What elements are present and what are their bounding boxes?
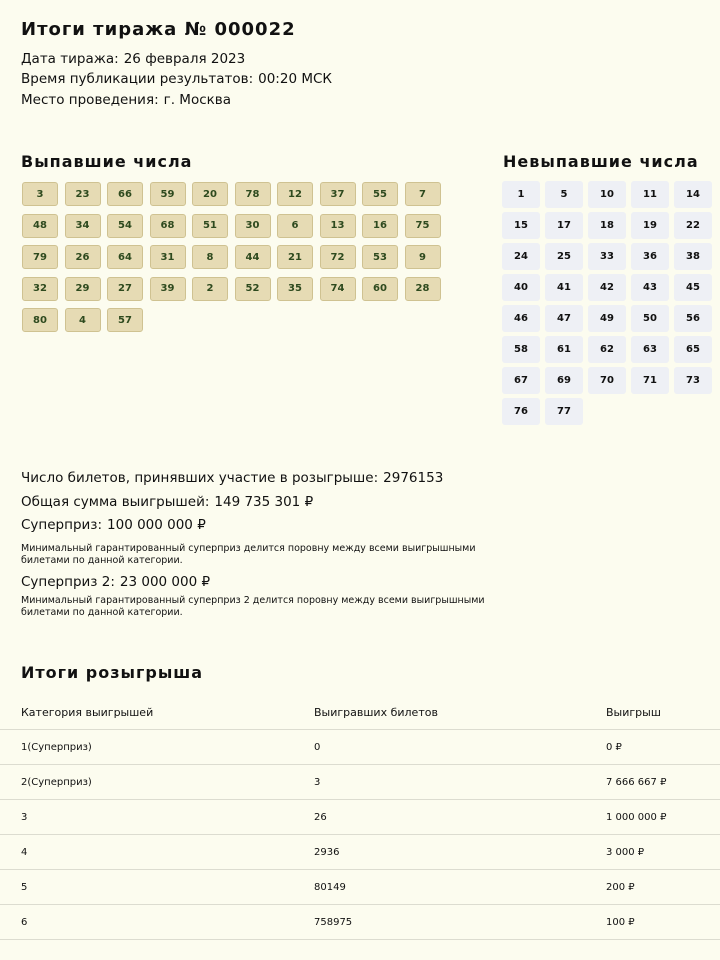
undrawn-number-ball: 25 bbox=[545, 243, 583, 270]
drawn-number-ball: 8 bbox=[192, 245, 228, 269]
table-row bbox=[0, 905, 720, 940]
drawn-number-ball: 13 bbox=[320, 214, 356, 238]
undrawn-number-ball: 38 bbox=[674, 243, 712, 270]
undrawn-number-ball: 33 bbox=[588, 243, 626, 270]
drawn-numbers-heading: Выпавшие числа bbox=[21, 152, 193, 171]
undrawn-number-ball: 71 bbox=[631, 367, 669, 394]
publish-time bbox=[21, 71, 332, 87]
publish-time-value: 00:20 МСК bbox=[258, 71, 332, 87]
drawn-number-ball: 2 bbox=[192, 277, 228, 301]
undrawn-number-ball: 65 bbox=[674, 336, 712, 363]
undrawn-number-ball: 47 bbox=[545, 305, 583, 332]
drawn-number-ball: 57 bbox=[107, 308, 143, 332]
results-header-row bbox=[0, 695, 720, 730]
row-prize: 7 666 667 ₽ bbox=[606, 765, 720, 800]
tickets-count-label: Число билетов, принявших участие в розыгрыше: bbox=[21, 470, 379, 486]
draw-place-label: Место проведения: bbox=[21, 92, 159, 108]
draw-place-value: г. Москва bbox=[163, 92, 232, 108]
undrawn-number-ball: 61 bbox=[545, 336, 583, 363]
drawn-number-ball: 74 bbox=[320, 277, 356, 301]
undrawn-number-ball: 36 bbox=[631, 243, 669, 270]
drawn-number-ball: 72 bbox=[320, 245, 356, 269]
drawn-number-ball: 7 bbox=[405, 182, 441, 206]
row-category: 5 bbox=[0, 870, 314, 905]
undrawn-number-ball: 15 bbox=[502, 212, 540, 239]
drawn-number-ball: 39 bbox=[150, 277, 186, 301]
table-row bbox=[0, 835, 720, 870]
drawn-number-ball: 52 bbox=[235, 277, 271, 301]
undrawn-number-ball: 45 bbox=[674, 274, 712, 301]
drawn-number-ball: 66 bbox=[107, 182, 143, 206]
undrawn-number-ball: 5 bbox=[545, 181, 583, 208]
undrawn-number-ball: 19 bbox=[631, 212, 669, 239]
undrawn-number-ball: 41 bbox=[545, 274, 583, 301]
drawn-number-ball: 28 bbox=[405, 277, 441, 301]
superprize bbox=[21, 517, 206, 533]
col-prize: Выигрыш bbox=[606, 705, 661, 719]
undrawn-number-ball: 56 bbox=[674, 305, 712, 332]
drawn-number-ball: 29 bbox=[65, 277, 101, 301]
undrawn-number-ball: 11 bbox=[631, 181, 669, 208]
drawn-number-ball: 30 bbox=[235, 214, 271, 238]
superprize-2-note: Минимальный гарантированный суперприз 2 делится поровну между всеми выигрышными билетами по данной категории. bbox=[21, 595, 485, 618]
total-winnings-value: 149 735 301 ₽ bbox=[214, 494, 314, 510]
drawn-number-ball: 3 bbox=[22, 182, 58, 206]
undrawn-number-ball: 70 bbox=[588, 367, 626, 394]
row-category: 2(Суперприз) bbox=[0, 765, 314, 800]
col-category: Категория выигрышей bbox=[21, 705, 154, 719]
table-row bbox=[0, 730, 720, 765]
drawn-number-ball: 34 bbox=[65, 214, 101, 238]
drawn-number-ball: 4 bbox=[65, 308, 101, 332]
superprize-2 bbox=[21, 574, 210, 590]
undrawn-number-ball: 22 bbox=[674, 212, 712, 239]
table-row bbox=[0, 800, 720, 835]
undrawn-number-ball: 42 bbox=[588, 274, 626, 301]
draw-place bbox=[21, 92, 231, 108]
drawn-number-ball: 51 bbox=[192, 214, 228, 238]
drawn-number-ball: 60 bbox=[362, 277, 398, 301]
col-winning-tickets: Выигравших билетов bbox=[314, 705, 438, 719]
drawn-number-ball: 26 bbox=[65, 245, 101, 269]
superprize-value: 100 000 000 ₽ bbox=[107, 517, 206, 533]
drawn-number-ball: 75 bbox=[405, 214, 441, 238]
undrawn-number-ball: 73 bbox=[674, 367, 712, 394]
undrawn-number-ball: 69 bbox=[545, 367, 583, 394]
drawn-number-ball: 53 bbox=[362, 245, 398, 269]
drawn-number-ball: 48 bbox=[22, 214, 58, 238]
row-prize: 3 000 ₽ bbox=[606, 835, 720, 870]
undrawn-number-ball: 24 bbox=[502, 243, 540, 270]
table-row bbox=[0, 870, 720, 905]
superprize-2-label: Суперприз 2: bbox=[21, 574, 115, 590]
undrawn-number-ball: 76 bbox=[502, 398, 540, 425]
drawn-number-ball: 55 bbox=[362, 182, 398, 206]
row-category: 6 bbox=[0, 905, 314, 940]
drawn-number-ball: 9 bbox=[405, 245, 441, 269]
undrawn-number-ball: 63 bbox=[631, 336, 669, 363]
undrawn-number-ball: 18 bbox=[588, 212, 626, 239]
drawn-number-ball: 32 bbox=[22, 277, 58, 301]
row-prize: 0 ₽ bbox=[606, 730, 720, 765]
row-winning-tickets: 80149 bbox=[314, 870, 606, 905]
row-winning-tickets: 3 bbox=[314, 765, 606, 800]
undrawn-number-ball: 10 bbox=[588, 181, 626, 208]
total-winnings bbox=[21, 494, 313, 510]
total-winnings-label: Общая сумма выигрышей: bbox=[21, 494, 210, 510]
undrawn-number-ball: 58 bbox=[502, 336, 540, 363]
row-category: 4 bbox=[0, 835, 314, 870]
undrawn-numbers-heading: Невыпавшие числа bbox=[503, 152, 699, 171]
drawn-number-ball: 78 bbox=[235, 182, 271, 206]
undrawn-number-ball: 49 bbox=[588, 305, 626, 332]
row-prize: 200 ₽ bbox=[606, 870, 720, 905]
drawn-number-ball: 44 bbox=[235, 245, 271, 269]
drawn-number-ball: 79 bbox=[22, 245, 58, 269]
tickets-count-value: 2976153 bbox=[383, 470, 444, 486]
drawn-number-ball: 21 bbox=[277, 245, 313, 269]
drawn-number-ball: 27 bbox=[107, 277, 143, 301]
row-winning-tickets: 758975 bbox=[314, 905, 606, 940]
drawn-number-ball: 54 bbox=[107, 214, 143, 238]
superprize-2-value: 23 000 000 ₽ bbox=[119, 574, 211, 590]
publish-time-label: Время публикации результатов: bbox=[21, 71, 254, 87]
table-row bbox=[0, 765, 720, 800]
undrawn-number-ball: 40 bbox=[502, 274, 540, 301]
row-prize: 1 000 000 ₽ bbox=[606, 800, 720, 835]
undrawn-number-ball: 46 bbox=[502, 305, 540, 332]
drawn-number-ball: 80 bbox=[22, 308, 58, 332]
drawn-number-ball: 23 bbox=[65, 182, 101, 206]
row-prize: 100 ₽ bbox=[606, 905, 720, 940]
undrawn-number-ball: 62 bbox=[588, 336, 626, 363]
page-title: Итоги тиража № 000022 bbox=[21, 19, 296, 40]
drawn-number-ball: 35 bbox=[277, 277, 313, 301]
undrawn-number-ball: 50 bbox=[631, 305, 669, 332]
row-winning-tickets: 0 bbox=[314, 730, 606, 765]
drawn-number-ball: 59 bbox=[150, 182, 186, 206]
drawn-number-ball: 64 bbox=[107, 245, 143, 269]
drawn-number-ball: 68 bbox=[150, 214, 186, 238]
undrawn-number-ball: 14 bbox=[674, 181, 712, 208]
drawn-number-ball: 37 bbox=[320, 182, 356, 206]
draw-date bbox=[21, 51, 245, 67]
undrawn-number-ball: 43 bbox=[631, 274, 669, 301]
drawn-number-ball: 6 bbox=[277, 214, 313, 238]
tickets-count bbox=[21, 470, 443, 486]
superprize-note: Минимальный гарантированный суперприз делится поровну между всеми выигрышными билетами по данной категории. bbox=[21, 543, 476, 566]
drawn-number-ball: 20 bbox=[192, 182, 228, 206]
superprize-label: Суперприз: bbox=[21, 517, 103, 533]
row-category: 3 bbox=[0, 800, 314, 835]
row-winning-tickets: 2936 bbox=[314, 835, 606, 870]
draw-date-value: 26 февраля 2023 bbox=[123, 51, 246, 67]
drawn-number-ball: 16 bbox=[362, 214, 398, 238]
draw-date-label: Дата тиража: bbox=[21, 51, 119, 67]
drawn-number-ball: 12 bbox=[277, 182, 313, 206]
undrawn-number-ball: 1 bbox=[502, 181, 540, 208]
row-category: 1(Суперприз) bbox=[0, 730, 314, 765]
drawn-number-ball: 31 bbox=[150, 245, 186, 269]
undrawn-number-ball: 67 bbox=[502, 367, 540, 394]
results-table bbox=[0, 695, 720, 940]
results-heading: Итоги розыгрыша bbox=[21, 663, 204, 682]
undrawn-number-ball: 17 bbox=[545, 212, 583, 239]
row-winning-tickets: 26 bbox=[314, 800, 606, 835]
undrawn-number-ball: 77 bbox=[545, 398, 583, 425]
